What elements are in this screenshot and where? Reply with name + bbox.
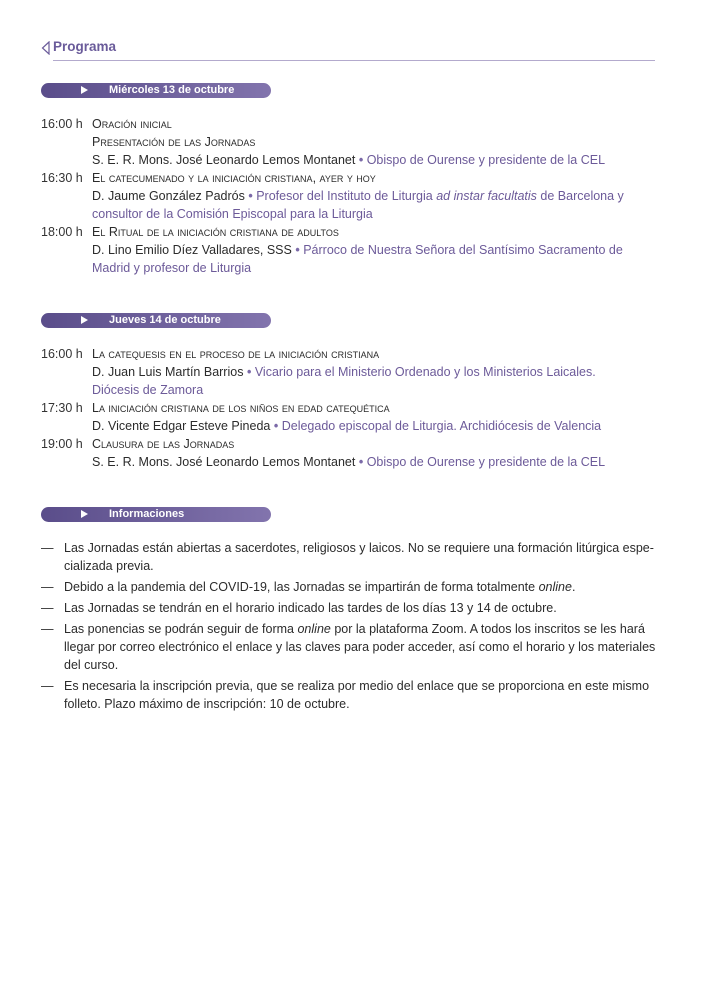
dash-marker: — [41,541,54,555]
speaker-name: D. Vicente Edgar Esteve Pineda [92,419,271,433]
info-text: por la plataforma Zoom. A todos los inscritos se les hará [330,622,645,636]
entry-time: 19:00 h [41,437,83,451]
entry-time: 16:00 h [41,117,83,131]
schedule-entry [41,115,661,169]
info-text: Las Jornadas están abiertas a sacerdotes, religiosos y laicos. No se requiere una formación litúrgica espe- [64,541,654,555]
bullet-separator: • [358,455,364,469]
schedule-entry [41,223,661,277]
info-text: del curso. [64,658,119,672]
info-text-italic: online [297,622,331,636]
bullet-separator: • [358,153,364,167]
entry-time: 16:00 h [41,347,83,361]
speaker-role: de Barcelona y [536,189,624,203]
entry-title: La catequesis en el proceso de la iniciación cristiana [92,347,380,361]
schedule-entry [41,345,661,399]
dash-marker: — [41,601,54,615]
page-title: Programa [53,39,117,54]
triangle-outline-icon [41,41,51,55]
entry-time: 17:30 h [41,401,83,415]
play-arrow-icon [81,86,88,94]
day-banner-wednesday [41,83,271,98]
info-item [41,620,671,674]
entry-title: Clausura de las Jornadas [92,437,235,451]
dash-marker: — [41,679,54,693]
entry-title: Oración inicial [92,117,172,131]
speaker-role: Obispo de Ourense y presidente de la CEL [366,455,606,469]
entry-time: 18:00 h [41,225,83,239]
speaker-name: S. E. R. Mons. José Leonardo Lemos Montanet [92,153,356,167]
speaker-role: consultor de la Comisión Episcopal para la Liturgia [92,207,373,221]
info-item [41,578,671,596]
info-text: cializada previa. [64,559,154,573]
info-text: llegar por correo electrónico el enlace y las claves para poder acceder, así como el horario y los materiales [64,640,656,654]
info-label: Informaciones [109,508,185,520]
entry-title: El Ritual de la iniciación cristiana de adultos [92,225,339,239]
schedule-thursday [41,345,661,471]
bullet-separator: • [295,243,300,257]
speaker-role: Madrid y profesor de Liturgia [92,261,252,275]
info-text: Las Jornadas se tendrán en el horario indicado las tardes de los días 13 y 14 de octubre. [64,601,557,615]
speaker-role-italic: ad instar facultatis [436,189,537,203]
info-item [41,599,671,617]
bullet-separator: • [273,419,279,433]
schedule-wednesday [41,115,661,277]
speaker-role: Delegado episcopal de Liturgia. Archidiócesis de Valencia [281,419,602,433]
schedule-entry [41,399,661,435]
speaker-role: Vicario para el Ministerio Ordenado y los Ministerios Laicales. [254,365,596,379]
speaker-name: D. Juan Luis Martín Barrios [92,365,244,379]
day-banner-thursday [41,313,271,328]
dash-marker: — [41,622,54,636]
info-text: Es necesaria la inscripción previa, que se realiza por medio del enlace que se proporciona en este mismo [64,679,650,693]
info-banner [41,507,271,522]
bullet-separator: • [248,189,253,203]
play-arrow-icon [81,510,88,518]
info-item [41,677,671,713]
speaker-role: Párroco de Nuestra Señora del Santísimo Sacramento de [303,243,623,257]
entry-time: 16:30 h [41,171,83,185]
bullet-separator: • [246,365,252,379]
entry-title: El catecumenado y la iniciación cristiana, ayer y hoy [92,171,376,185]
schedule-entry [41,435,661,471]
info-text: Debido a la pandemia del COVID-19, las Jornadas se impartirán de forma totalmente [64,580,539,594]
section-header [41,39,655,63]
info-item [41,539,671,575]
speaker-name: S. E. R. Mons. José Leonardo Lemos Montanet [92,455,356,469]
header-divider [53,60,655,61]
info-text-italic: online [538,580,572,594]
info-text: . [571,580,576,594]
speaker-role: Diócesis de Zamora [92,383,204,397]
speaker-name: D. Jaume González Padrós [92,189,245,203]
speaker-name: D. Lino Emilio Díez Valladares, SSS [92,243,292,257]
play-arrow-icon [81,316,88,324]
schedule-entry [41,169,661,223]
speaker-role: Profesor del Instituto de Liturgia [256,189,437,203]
entry-title: Presentación de las Jornadas [92,135,256,149]
dash-marker: — [41,580,54,594]
day-label: Miércoles 13 de octubre [109,84,235,96]
speaker-role: Obispo de Ourense y presidente de la CEL [366,153,606,167]
entry-title: La iniciación cristiana de los niños en edad catequética [92,401,390,415]
day-label: Jueves 14 de octubre [109,314,221,326]
info-list [41,539,671,716]
info-text: folleto. Plazo máximo de inscripción: 10 de octubre. [64,697,350,711]
info-text: Las ponencias se podrán seguir de forma [64,622,298,636]
